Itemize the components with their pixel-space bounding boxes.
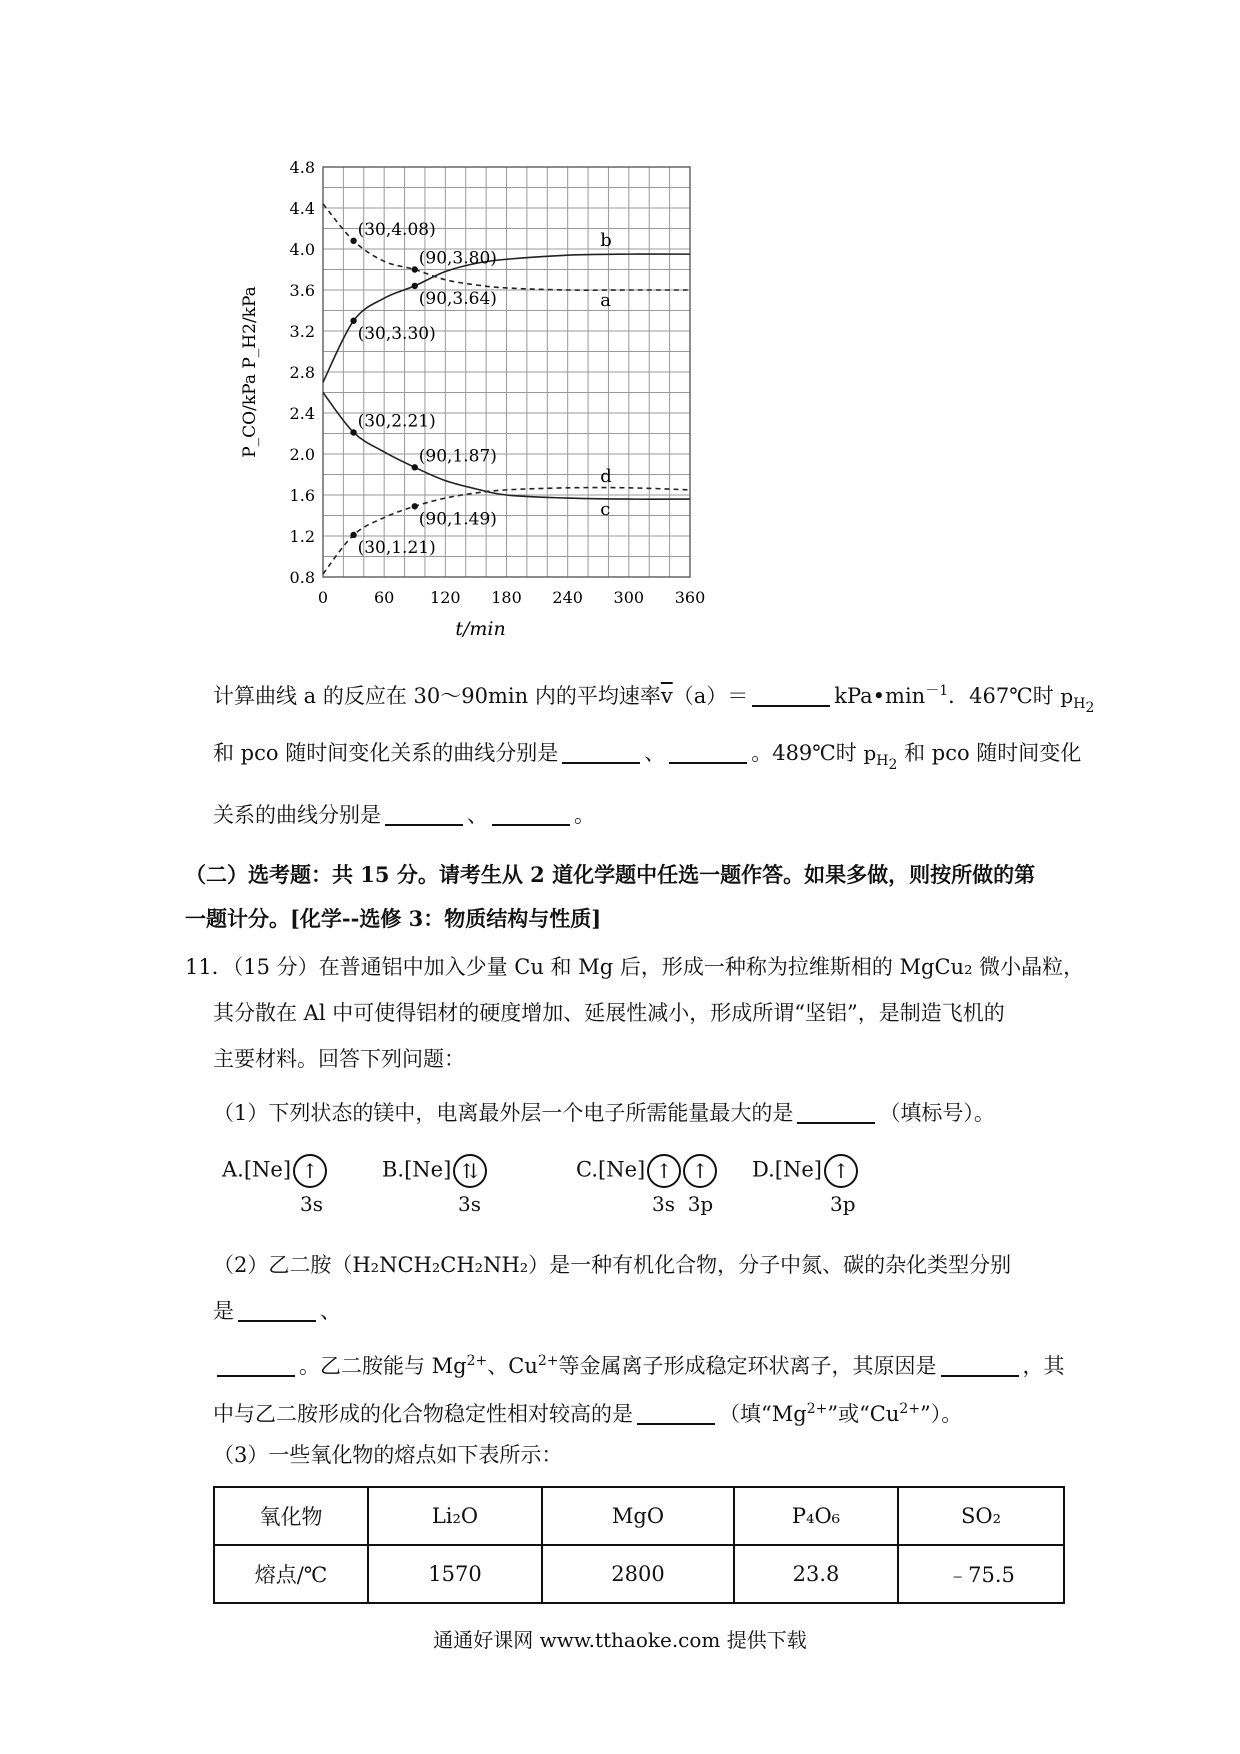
q10-line2 <box>213 738 1081 780</box>
data-point-label: (90,1.87) <box>418 446 497 467</box>
q11-line3: 主要材料。回答下列问题： <box>213 1047 465 1071</box>
rate-symbol: $\overline{v}$ <box>660 684 673 708</box>
q11-part2-c: 。乙二胺能与 Mg <box>299 1354 467 1378</box>
p-h2-1-h: H <box>1073 696 1086 712</box>
x-tick-label: 180 <box>491 588 522 607</box>
table-cell: 23.8 <box>734 1545 898 1603</box>
y-axis-label: P_CO/kPa P_H2/kPa <box>240 286 260 458</box>
q10-line3-end: 。 <box>574 803 595 827</box>
q10-line3-text: 关系的曲线分别是 <box>213 803 381 827</box>
sep: 、 <box>644 741 666 765</box>
x-axis-label: t/min <box>455 618 506 640</box>
y-tick-label: 3.6 <box>289 281 315 300</box>
q10-line2-text: 和 pco 随时间变化关系的曲线分别是 <box>213 741 559 765</box>
q10-line2-b: 。489℃时 <box>751 741 857 765</box>
answer-blank-467-co[interactable] <box>669 740 747 764</box>
p-h2-1-p: p <box>1060 684 1074 708</box>
orbital-up-arrow-icon: ↑ <box>824 1154 858 1188</box>
y-tick-label: 2.8 <box>289 363 315 382</box>
q10-line1-b: （a）＝ <box>672 684 749 708</box>
p-h2-1 <box>1060 684 1095 716</box>
answer-blank-rate[interactable] <box>752 683 830 707</box>
answer-blank-part1[interactable] <box>797 1100 875 1124</box>
data-point <box>412 464 418 470</box>
q11-line1: 11．（15 分）在普通铝中加入少量 Cu 和 Mg 后，形成一种称为拉维斯相的 MgCu₂ 微小晶粒， <box>185 955 1085 979</box>
rate-unit-exp: －1 <box>925 683 949 699</box>
q11-part2-d3: ”或“Cu <box>827 1402 900 1426</box>
data-point-label: (30,3.30) <box>357 323 436 344</box>
q11-part1-end: （填标号）。 <box>879 1101 995 1125</box>
answer-blank-489-co[interactable] <box>492 802 570 826</box>
y-tick-label: 4.0 <box>289 240 315 259</box>
data-point <box>350 318 356 324</box>
y-tick-label: 4.4 <box>289 199 315 218</box>
p-h2-1-2: 2 <box>1085 699 1095 716</box>
data-point-label: (30,2.21) <box>357 411 436 432</box>
table-cell: MgO <box>542 1487 734 1545</box>
option-d <box>752 1154 858 1188</box>
q10-line1-d: ．467℃时 <box>948 684 1054 708</box>
table-cell: SO₂ <box>898 1487 1064 1545</box>
footer: 通通好课网 www.tthaoke.com 提供下载 <box>433 1628 807 1652</box>
p-h2-2-p: p <box>863 741 877 765</box>
q10-line3 <box>213 800 595 830</box>
q11-part1 <box>213 1098 995 1128</box>
data-point <box>412 283 418 289</box>
sep2: 、 <box>467 803 488 827</box>
option-a-orbital: 3s <box>300 1192 323 1216</box>
option-d-label: D.[Ne] <box>752 1157 822 1182</box>
q11-part2-shi: 是 <box>213 1299 234 1323</box>
q11-part1-text: （1）下列状态的镁中，电离最外层一个电子所需能量最大的是 <box>213 1101 794 1125</box>
answer-blank-n-hybrid[interactable] <box>238 1298 316 1322</box>
option-b <box>382 1154 487 1188</box>
data-point-label: (90,3.64) <box>418 288 497 309</box>
orbital-up-arrow-icon: ↑ <box>647 1154 681 1188</box>
cu-sup: 2+ <box>537 1353 559 1369</box>
answer-blank-467-h2[interactable] <box>562 740 640 764</box>
q10-line2-c: 和 pco 随时间变化 <box>904 741 1082 765</box>
option-c-orbital: 3s 3p <box>652 1192 714 1216</box>
option-b-label: B.[Ne] <box>382 1157 452 1182</box>
melting-point-table <box>213 1486 1065 1604</box>
data-point <box>350 238 356 244</box>
x-tick-label: 120 <box>430 588 461 607</box>
table-cell: 2800 <box>542 1545 734 1603</box>
data-point <box>412 503 418 509</box>
table-header-row <box>214 1487 1064 1545</box>
q11-part2-line3 <box>213 1346 1065 1381</box>
table-cell: 氧化物 <box>214 1487 368 1545</box>
q11-part2-line4 <box>213 1394 962 1429</box>
data-point-label: (30,1.21) <box>357 537 436 558</box>
data-point <box>350 532 356 538</box>
x-tick-label: 300 <box>613 588 645 607</box>
pressure-time-chart <box>200 150 720 660</box>
q11-part2-c3: 等金属离子形成稳定环状离子，其原因是 <box>558 1354 937 1378</box>
q10-line1-text: 计算曲线 a 的反应在 30～90min 内的平均速率 <box>213 684 661 708</box>
data-point <box>412 266 418 272</box>
x-tick-label: 240 <box>552 588 583 607</box>
section-header-line1: （二）选考题：共 15 分。请考生从 2 道化学题中任选一题作答。如果多做，则按所做的第 <box>185 862 1036 887</box>
q11-part3: （3）一些氧化物的熔点如下表所示： <box>213 1443 563 1467</box>
option-c-label: C.[Ne] <box>576 1157 646 1182</box>
table-cell: ﹣75.5 <box>898 1545 1064 1603</box>
orbital-up-arrow-icon: ↑ <box>293 1154 327 1188</box>
x-tick-label: 360 <box>674 588 706 607</box>
q11-part2-c4: ，其 <box>1022 1354 1065 1378</box>
option-a-label: A.[Ne] <box>222 1157 292 1182</box>
mg-sup: 2+ <box>466 1353 488 1369</box>
y-tick-label: 1.6 <box>289 486 315 505</box>
data-point-label: (90,1.49) <box>418 509 497 530</box>
data-point <box>350 429 356 435</box>
q11-part2-d4: ”）。 <box>920 1402 963 1426</box>
y-tick-label: 2.0 <box>289 445 315 464</box>
p-h2-2-h: H <box>876 753 889 769</box>
series-label-d: d <box>600 465 612 487</box>
y-tick-label: 3.2 <box>289 322 315 341</box>
table-cell: 1570 <box>368 1545 542 1603</box>
orbital-paired-arrow-icon: ⇅ <box>453 1154 487 1188</box>
x-tick-label: 0 <box>317 588 329 607</box>
series-label-a: a <box>600 290 612 311</box>
option-a <box>222 1154 327 1188</box>
answer-blank-stability[interactable] <box>637 1401 715 1425</box>
answer-blank-c-hybrid[interactable] <box>217 1353 295 1377</box>
orbital-up-arrow-icon: ↑ <box>683 1154 717 1188</box>
rate-unit: kPa•min <box>834 684 926 708</box>
table-row <box>214 1545 1064 1603</box>
table-cell: P₄O₆ <box>734 1487 898 1545</box>
series-label-c: c <box>600 499 611 521</box>
p-h2-2 <box>863 741 898 773</box>
p-h2-2-2: 2 <box>888 756 898 773</box>
q11-part2-line1: （2）乙二胺（H₂NCH₂CH₂NH₂）是一种有机化合物，分子中氮、碳的杂化类型分别 <box>213 1253 1012 1277</box>
answer-blank-489-h2[interactable] <box>385 802 463 826</box>
sep3: 、 <box>320 1299 341 1323</box>
x-tick-label: 60 <box>373 588 395 607</box>
q11-part2-d: 中与乙二胺形成的化合物稳定性相对较高的是 <box>213 1402 633 1426</box>
option-c <box>576 1154 717 1188</box>
option-d-orbital: 3p <box>830 1192 856 1216</box>
table-cell: 熔点/℃ <box>214 1545 368 1603</box>
section-header-line2: 一题计分。[化学--选修 3：物质结构与性质] <box>185 906 602 931</box>
series-label-b: b <box>600 230 612 252</box>
q11-part2-line2 <box>213 1296 341 1326</box>
table-cell: Li₂O <box>368 1487 542 1545</box>
y-tick-label: 2.4 <box>289 404 315 423</box>
data-point-label: (90,3.80) <box>418 248 497 269</box>
q11-part2-c2: 、Cu <box>487 1354 538 1378</box>
q11-line2: 其分散在 Al 中可使得铝材的硬度增加、延展性减小，形成所谓“坚铝”，是制造飞机的 <box>213 1001 1005 1025</box>
y-tick-label: 4.8 <box>289 158 315 177</box>
mg-sup-2: 2+ <box>806 1401 828 1417</box>
cu-sup-2: 2+ <box>899 1401 921 1417</box>
answer-blank-reason[interactable] <box>941 1353 1019 1377</box>
data-point-label: (30,4.08) <box>357 219 436 240</box>
option-b-orbital: 3s <box>458 1192 481 1216</box>
q10-line1 <box>213 676 1094 723</box>
y-tick-label: 0.8 <box>289 568 315 587</box>
y-tick-label: 1.2 <box>289 527 315 546</box>
q11-part2-d2: （填“Mg <box>719 1402 807 1426</box>
